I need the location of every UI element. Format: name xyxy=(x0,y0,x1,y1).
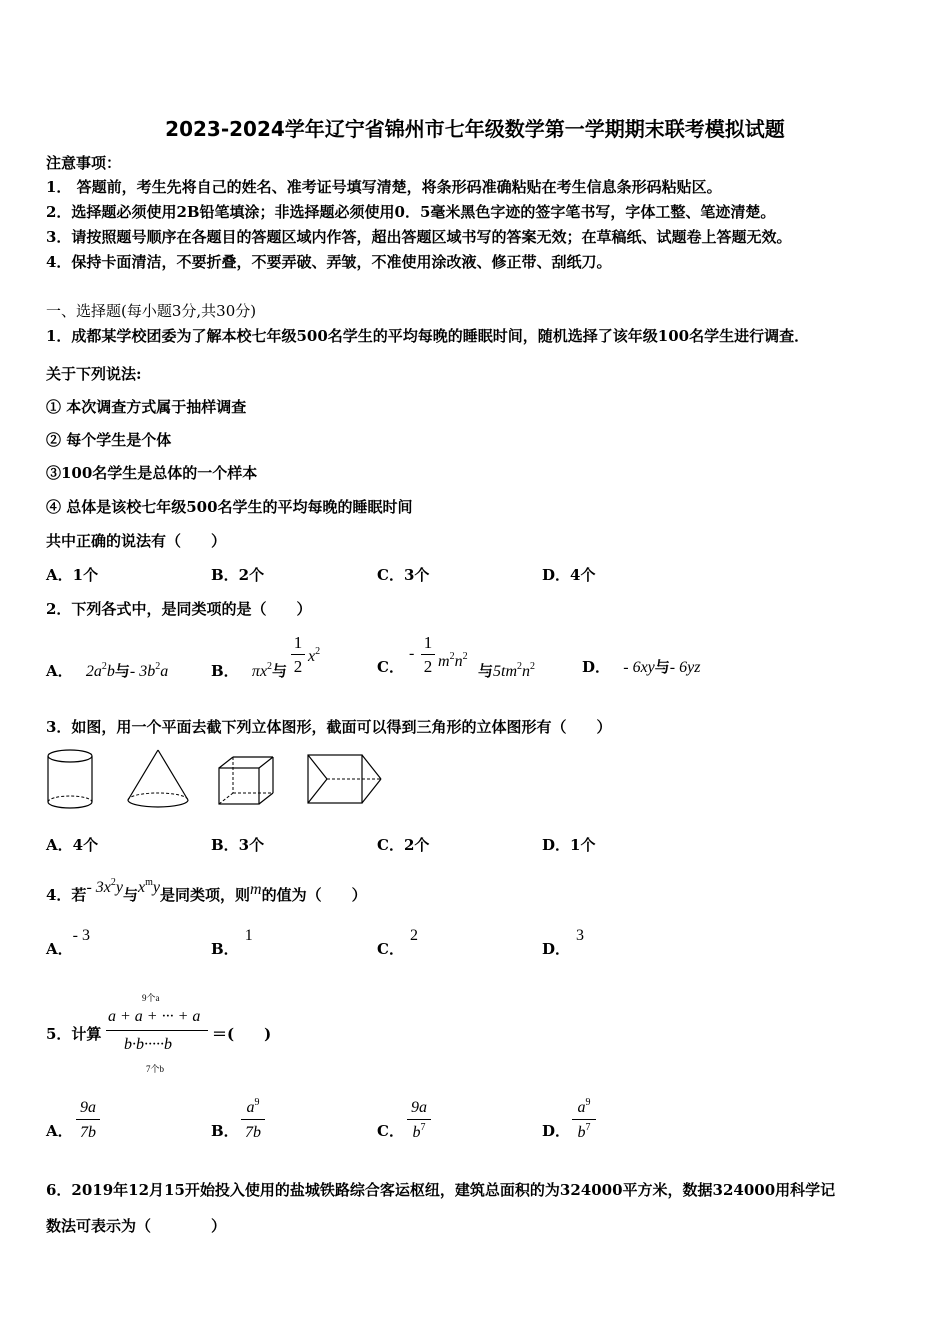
q3-option-c[interactable]: C．2个 xyxy=(377,836,430,854)
q2-b-right: $x^2$ xyxy=(308,646,321,665)
q1-lead: 关于下列说法: xyxy=(46,365,142,383)
q2-option-d[interactable]: D． - 6xy与- 6yz xyxy=(582,658,701,676)
q5-numerator: a + a + ··· + a xyxy=(108,1008,201,1025)
q2-stem: 2．下列各式中，是同类项的是（ ） xyxy=(46,600,312,618)
q2-c-left: $m^2n^2$ xyxy=(438,651,468,670)
q1-option-b[interactable]: B．2个 xyxy=(211,566,265,584)
q5-denominator: b·b·····b xyxy=(124,1036,172,1053)
q3-option-d[interactable]: D．1个 xyxy=(542,836,596,854)
q1-option-a[interactable]: A．1个 xyxy=(46,566,99,584)
page-title: 2023-2024学年辽宁省锦州市七年级数学第一学期期末联考模拟试题 xyxy=(165,117,785,141)
q4-option-c[interactable]: C．2 xyxy=(377,927,418,958)
q5-option-d-label[interactable]: D． xyxy=(542,1122,571,1140)
cylinder-icon xyxy=(44,748,100,812)
notice-item: 4．保持卡面清洁，不要折叠，不要弄破、弄皱，不准使用涂改液、修正带、刮纸刀。 xyxy=(46,253,612,271)
q1-option-d[interactable]: D．4个 xyxy=(542,566,596,584)
q1-statement: ① 本次调查方式属于抽样调查 xyxy=(46,398,247,416)
q2-c-sign: - xyxy=(409,645,415,662)
q4-option-d[interactable]: D．3 xyxy=(542,927,585,958)
q1-stem: 1．成都某学校团委为了解本校七年级500名学生的平均每晚的睡眠时间，随机选择了该年级100名学生进行调查． xyxy=(46,327,810,345)
section-heading: 一、选择题(每小题3分,共30分) xyxy=(46,302,257,320)
q5-option-a[interactable]: 9a 7b xyxy=(76,1097,100,1142)
q2-option-c[interactable]: C． xyxy=(377,658,404,676)
q5-option-b-label[interactable]: B． xyxy=(211,1122,239,1140)
q6-stem-line1: 6．2019年12月15开始投入使用的盐城铁路综合客运枢纽，建筑总面积的为324000平方米，数据324000用科学记 xyxy=(46,1181,836,1199)
q5-fraction-bar xyxy=(106,1030,208,1031)
q1-statement: ② 每个学生是个体 xyxy=(46,431,172,449)
q1-statement: ③100名学生是总体的一个样本 xyxy=(46,464,258,482)
q2-b-fraction: 1 2 xyxy=(291,633,305,677)
q5-option-c[interactable]: 9a $b^7$ xyxy=(407,1097,431,1142)
q1-statement: ④ 总体是该校七年级500名学生的平均每晚的睡眠时间 xyxy=(46,498,413,516)
q3-option-a[interactable]: A．4个 xyxy=(46,836,99,854)
cone-icon xyxy=(124,748,194,812)
q3-option-b[interactable]: B．3个 xyxy=(211,836,265,854)
q5-num-brace: 9个a xyxy=(142,993,160,1003)
q1-ask: 共中正确的说法有（ ） xyxy=(46,532,227,550)
notice-item: 1． 答题前，考生先将自己的姓名、准考证号填写清楚，将条形码准确粘贴在考生信息条形码粘贴区。 xyxy=(46,178,722,196)
q5-option-d[interactable]: $a^9$ $b^7$ xyxy=(572,1097,596,1142)
q5-stem-post: ＝( ) xyxy=(212,1025,272,1043)
q5-den-brace: 7个b xyxy=(146,1064,165,1074)
prism-icon xyxy=(305,752,385,808)
q5-option-b[interactable]: $a^9$ 7b xyxy=(241,1097,265,1142)
cube-icon xyxy=(216,754,276,808)
q4-option-a[interactable]: A．- 3 xyxy=(46,927,90,958)
q2-option-a[interactable]: A． $2a^2b$与- $3b^2a$ xyxy=(46,661,169,680)
q4-stem: 4．若- $3x^2y$与$x^my$是同类项，则m的值为（ ） xyxy=(46,877,367,904)
notice-item: 2．选择题必须使用2B铅笔填涂；非选择题必须使用0．5毫米黑色字迹的签字笔书写，字体工整、笔迹清楚。 xyxy=(46,203,776,221)
q2-c-fraction: 1 2 xyxy=(421,633,435,677)
q1-option-c[interactable]: C．3个 xyxy=(377,566,430,584)
q2-c-and: 与$5tm^2n^2$ xyxy=(478,661,536,680)
notice-heading: 注意事项： xyxy=(46,154,122,172)
q4-option-b[interactable]: B．1 xyxy=(211,927,253,958)
notice-item: 3．请按照题号顺序在各题目的答题区域内作答，超出答题区域书写的答案无效；在草稿纸、试题卷上答题无效。 xyxy=(46,228,792,246)
q5-stem-pre: 5．计算 xyxy=(46,1025,102,1043)
q6-stem-line2: 数法可表示为（ ） xyxy=(46,1217,227,1235)
q5-option-a-label[interactable]: A． xyxy=(46,1122,73,1140)
q3-stem: 3．如图，用一个平面去截下列立体图形，截面可以得到三角形的立体图形有（ ） xyxy=(46,718,612,736)
q5-option-c-label[interactable]: C． xyxy=(377,1122,404,1140)
q2-option-b[interactable]: B． $\pi x^2$与 xyxy=(211,661,288,680)
